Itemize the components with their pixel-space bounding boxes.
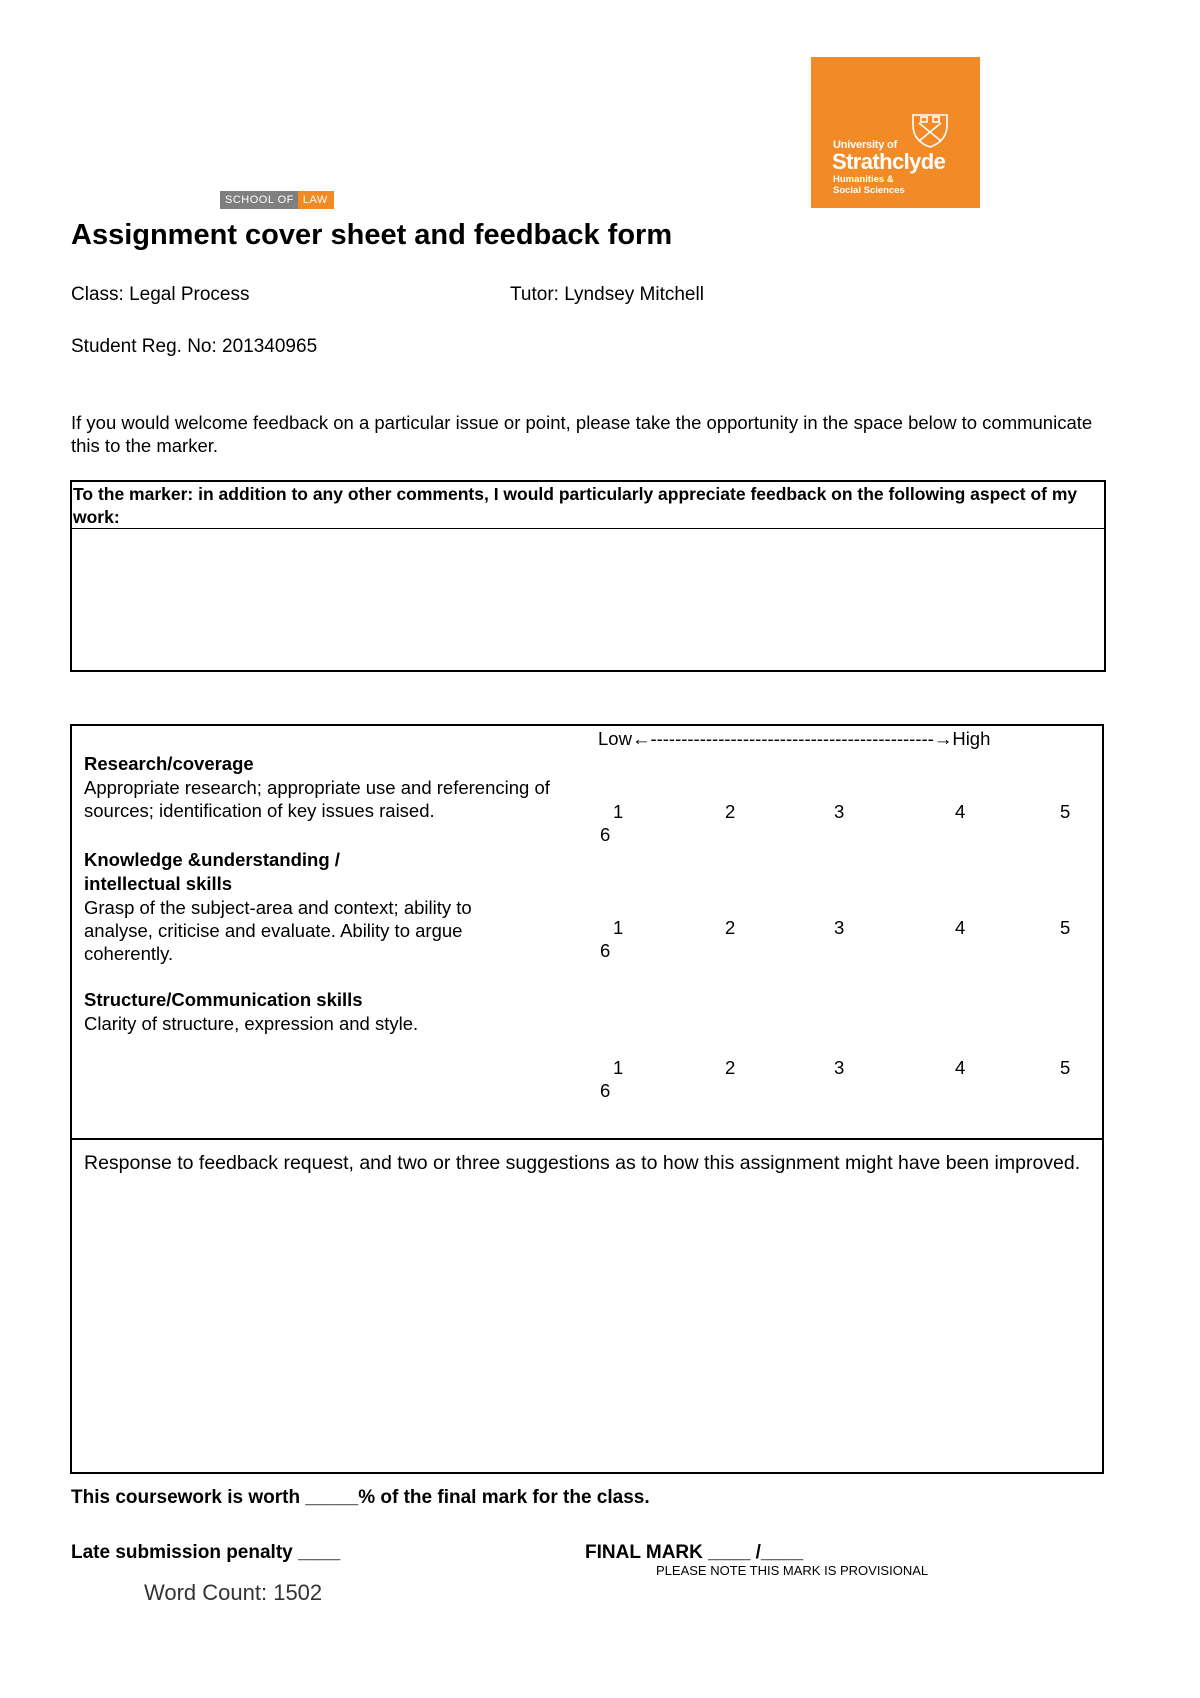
score-option[interactable]: 3	[834, 917, 845, 938]
criterion-title: Structure/Communication skills	[84, 989, 363, 1010]
criterion-description: Grasp of the subject-area and context; ability to analyse, criticise and evaluate. Ability to argue coherently.	[84, 897, 472, 964]
score-option[interactable]: 5	[1060, 1057, 1071, 1078]
rating-criteria-section	[72, 726, 1102, 1140]
law-label: LAW	[298, 191, 334, 209]
criterion-title: Knowledge &understanding / intellectual skills	[84, 849, 340, 894]
score-option[interactable]: 2	[725, 917, 736, 938]
university-logo	[811, 57, 980, 208]
score-option[interactable]: 3	[834, 1057, 845, 1078]
uni-line1: University of	[833, 139, 898, 151]
page-title: Assignment cover sheet and feedback form	[71, 219, 673, 251]
score-option[interactable]: 3	[834, 801, 845, 822]
student-reg-field: Student Reg. No: 201340965	[71, 336, 318, 357]
word-count: Word Count: 1502	[144, 1580, 323, 1605]
score-option[interactable]: 6	[600, 824, 611, 845]
tutor-field: Tutor: Lyndsey Mitchell	[510, 284, 704, 305]
late-penalty-line: Late submission penalty ____	[71, 1542, 341, 1563]
scale-label: Low←----------------------------------------------→High	[598, 728, 991, 749]
score-option[interactable]: 1	[613, 917, 624, 938]
score-option[interactable]: 6	[600, 940, 611, 961]
criterion-title: Research/coverage	[84, 753, 254, 774]
criterion-description: Clarity of structure, expression and style.	[84, 1013, 419, 1034]
crest-icon	[907, 111, 953, 149]
score-option[interactable]: 6	[600, 1080, 611, 1101]
uni-line4: Social Sciences	[833, 185, 905, 196]
intro-text: If you would welcome feedback on a particular issue or point, please take the opportunity in the space below to communicate this to the marker.	[71, 412, 1093, 456]
final-mark-line: FINAL MARK ____ /____	[585, 1542, 804, 1563]
uni-line3: Humanities &	[833, 174, 894, 185]
class-field: Class: Legal Process	[71, 284, 250, 305]
coursework-worth-line: This coursework is worth _____% of the final mark for the class.	[71, 1487, 650, 1508]
score-option[interactable]: 1	[613, 801, 624, 822]
uni-line2: Strathclyde	[832, 149, 946, 174]
school-of-label: SCHOOL OF	[220, 191, 298, 209]
score-option[interactable]: 4	[955, 1057, 966, 1078]
marker-request-heading: To the marker: in addition to any other comments, I would particularly appreciate feedback on the following aspect of my work:	[72, 482, 1104, 529]
score-option[interactable]: 4	[955, 801, 966, 822]
response-prompt: Response to feedback request, and two or three suggestions as to how this assignment might have been improved.	[84, 1152, 1081, 1174]
score-option[interactable]: 5	[1060, 917, 1071, 938]
score-option[interactable]: 1	[613, 1057, 624, 1078]
rating-table	[70, 724, 1104, 1474]
score-option[interactable]: 2	[725, 1057, 736, 1078]
score-option[interactable]: 5	[1060, 801, 1071, 822]
marker-request-box	[70, 480, 1106, 672]
score-option[interactable]: 2	[725, 801, 736, 822]
uni-faculty	[833, 174, 905, 196]
score-option[interactable]: 4	[955, 917, 966, 938]
provisional-note: PLEASE NOTE THIS MARK IS PROVISIONAL	[656, 1563, 929, 1578]
school-of-law-logo	[220, 191, 334, 209]
criterion-description: Appropriate research; appropriate use and referencing of sources; identification of key issues raised.	[84, 777, 550, 821]
marker-request-field[interactable]	[72, 529, 1104, 669]
